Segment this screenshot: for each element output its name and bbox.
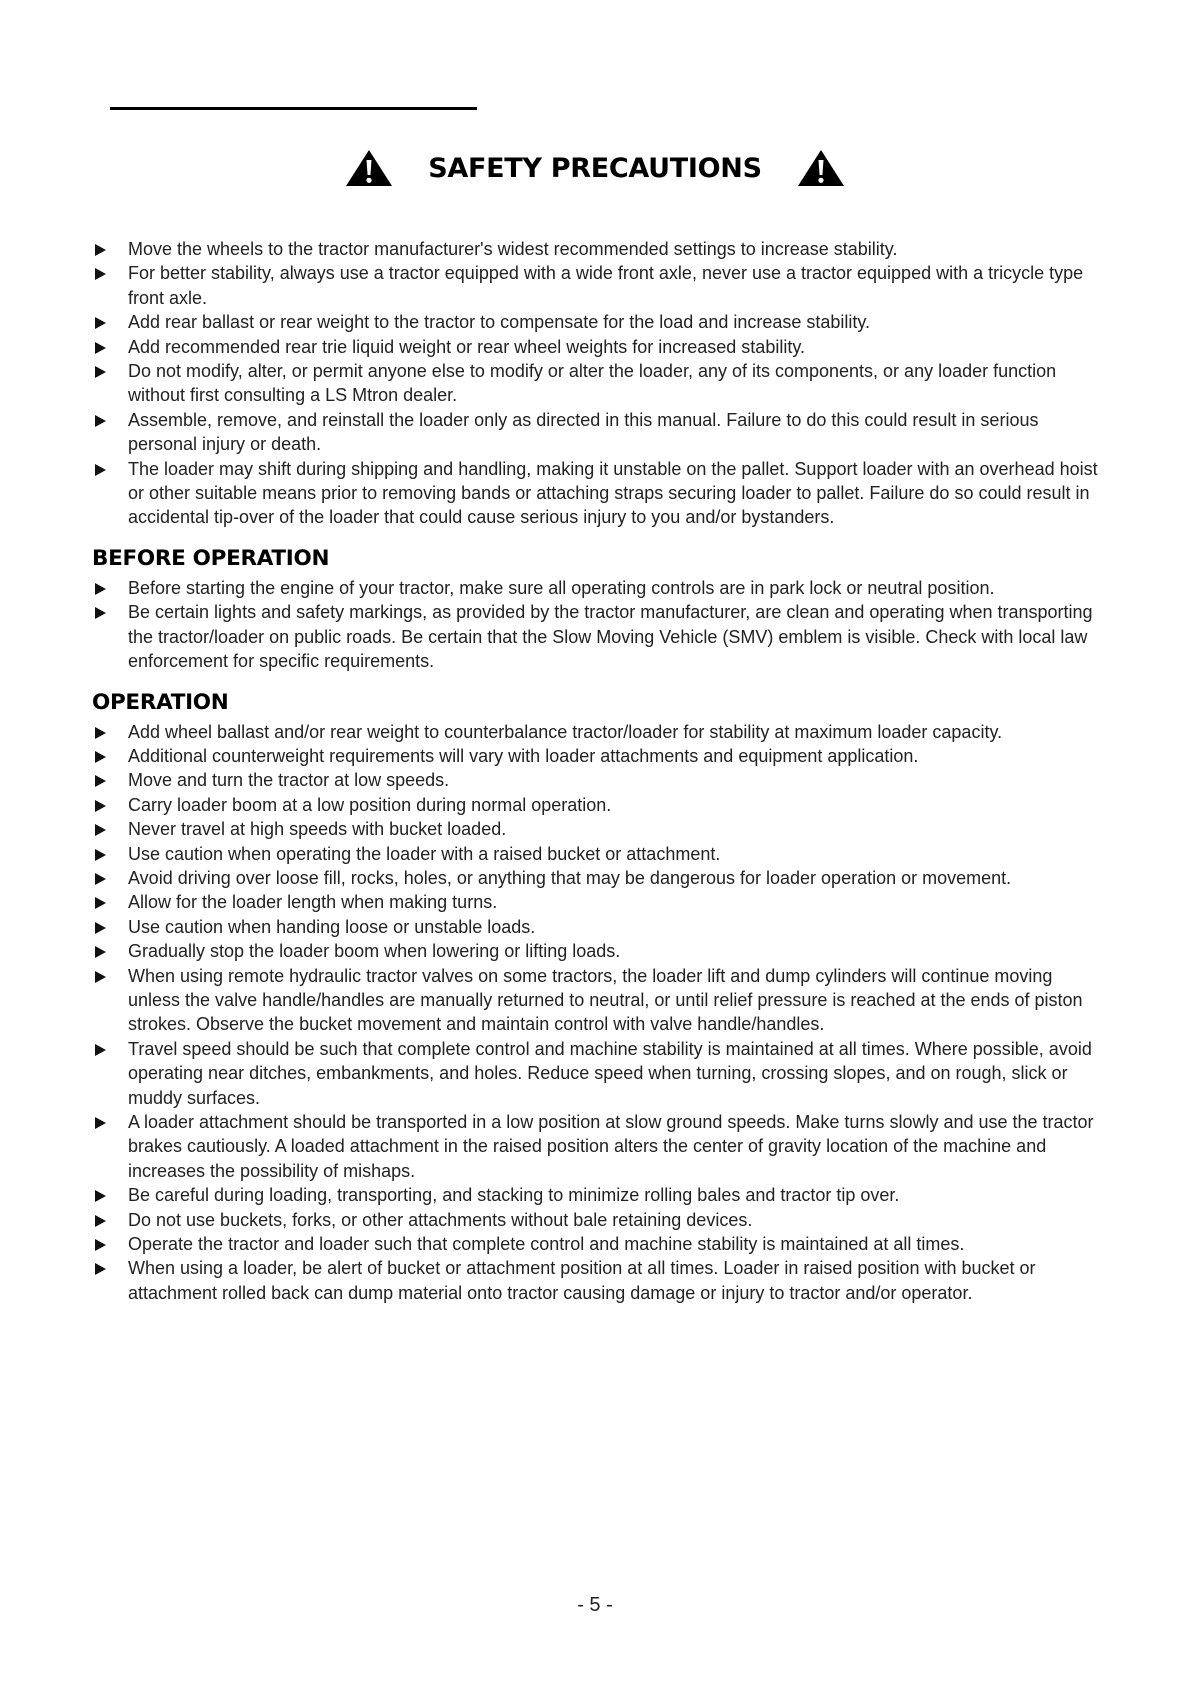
bullet-arrow-icon	[95, 922, 106, 934]
list-item	[92, 939, 1102, 963]
list-item	[92, 408, 1102, 457]
bullet-arrow-icon	[95, 415, 106, 427]
list-item	[92, 457, 1102, 530]
bullet-arrow-icon	[95, 464, 106, 476]
list-item	[92, 890, 1102, 914]
list-item	[92, 1256, 1102, 1305]
list-item-text: Do not modify, alter, or permit anyone else to modify or alter the loader, any of its components, or any loader function without first consulting a LS Mtron dealer.	[128, 361, 1057, 406]
list-item-text: Never travel at high speeds with bucket loaded.	[128, 819, 507, 840]
list-item-text: Use caution when handing loose or unstable loads.	[128, 916, 536, 937]
list-item	[92, 359, 1102, 408]
list-item-text: Be certain lights and safety markings, as provided by the tractor manufacturer, are clean and operating when transporting the tractor/loader on public roads. Be certain that the Slow Moving Vehicle (SMV) emblem is visible. Check with local law enforcement for specific requirements.	[128, 602, 1093, 672]
bullet-arrow-icon	[95, 800, 106, 812]
operation-list	[92, 720, 1102, 1306]
list-item-text: Carry loader boom at a low position during normal operation.	[128, 794, 612, 815]
list-item	[92, 1208, 1102, 1232]
bullet-arrow-icon	[95, 1239, 106, 1251]
list-item	[92, 310, 1102, 334]
list-item	[92, 793, 1102, 817]
list-item-text: When using remote hydraulic tractor valves on some tractors, the loader lift and dump cylinders will continue moving unless the valve handle/handles are manually returned to neutral, or until relief pressure is reached at the ends of piston strokes. Observe the bucket movement and maintain control with valve handle/handles.	[128, 965, 1083, 1035]
bullet-arrow-icon	[95, 971, 106, 983]
list-item-text: The loader may shift during shipping and handling, making it unstable on the pallet. Support loader with an overhead hoist or other suitable means prior to removing bands or attaching straps securing loader to pallet. Failure do so could result in accidental tip-over of the loader that could cause serious injury to you and/or bystanders.	[128, 458, 1098, 528]
main-content	[92, 237, 1102, 1305]
list-item	[92, 842, 1102, 866]
list-item-text: Move the wheels to the tractor manufacturer's widest recommended settings to increase stability.	[128, 239, 898, 259]
list-item	[92, 720, 1102, 744]
list-item	[92, 576, 1102, 600]
bullet-arrow-icon	[95, 873, 106, 885]
bullet-arrow-icon	[95, 824, 106, 836]
bullet-arrow-icon	[95, 366, 106, 378]
list-item-text: Travel speed should be such that complete control and machine stability is maintained at all times. Where possible, avoid operating near ditches, embankments, and holes. Reduce speed when turning, crossing slopes, and on rough, slick or muddy surfaces.	[128, 1038, 1092, 1108]
list-item	[92, 237, 1102, 261]
intro-list	[92, 237, 1102, 530]
list-item	[92, 817, 1102, 841]
list-item-text: A loader attachment should be transported in a low position at slow ground speeds. Make turns slowly and use the tractor brakes cautiously. A loaded attachment in the raised position alters the center of gravity location of the machine and increases the possibility of mishaps.	[128, 1112, 1094, 1181]
bullet-arrow-icon	[95, 1215, 106, 1227]
list-item-text: Assemble, remove, and reinstall the loader only as directed in this manual. Failure to do this could result in serious personal injury or death.	[128, 409, 1039, 455]
bullet-arrow-icon	[95, 849, 106, 861]
bullet-arrow-icon	[95, 946, 106, 958]
bullet-arrow-icon	[95, 1044, 106, 1056]
list-item	[92, 600, 1102, 673]
list-item-text: Additional counterweight requirements will vary with loader attachments and equipment application.	[128, 745, 919, 766]
warning-triangle-icon	[344, 148, 394, 188]
list-item	[92, 335, 1102, 359]
bullet-arrow-icon	[95, 583, 106, 595]
warning-triangle-icon	[796, 148, 846, 188]
bullet-arrow-icon	[95, 727, 106, 739]
list-item	[92, 744, 1102, 768]
list-item	[92, 768, 1102, 792]
list-item	[92, 964, 1102, 1037]
list-item	[92, 261, 1102, 310]
list-item-text: Do not use buckets, forks, or other attachments without bale retaining devices.	[128, 1209, 753, 1230]
list-item	[92, 915, 1102, 939]
before-operation-list	[92, 576, 1102, 674]
list-item-text: Avoid driving over loose fill, rocks, holes, or anything that may be dangerous for loader operation or movement.	[128, 867, 1012, 888]
bullet-arrow-icon	[95, 775, 106, 787]
section-heading-operation: OPERATION	[92, 689, 229, 715]
list-item-text: When using a loader, be alert of bucket or attachment position at all times. Loader in raised position with bucket or attachment rolled back can dump material onto tractor causing damage or injury to tractor and/or operator.	[128, 1258, 1036, 1303]
bullet-arrow-icon	[95, 1117, 106, 1129]
bullet-arrow-icon	[95, 342, 106, 354]
bullet-arrow-icon	[95, 317, 106, 329]
header-rule	[110, 107, 477, 110]
list-item-text: Use caution when operating the loader with a raised bucket or attachment.	[128, 843, 721, 864]
list-item-text: Before starting the engine of your tractor, make sure all operating controls are in park lock or neutral position.	[128, 577, 995, 598]
list-item	[92, 1232, 1102, 1256]
list-item-text: Be careful during loading, transporting, and stacking to minimize rolling bales and tractor tip over.	[128, 1185, 900, 1206]
list-item-text: Gradually stop the loader boom when lowering or lifting loads.	[128, 941, 621, 962]
list-item-text: Add recommended rear trie liquid weight or rear wheel weights for increased stability.	[128, 336, 805, 357]
bullet-arrow-icon	[95, 244, 106, 256]
page-title: SAFETY PRECAUTIONS	[428, 152, 762, 184]
bullet-arrow-icon	[95, 897, 106, 909]
list-item-text: Allow for the loader length when making turns.	[128, 892, 498, 913]
bullet-arrow-icon	[95, 268, 106, 280]
bullet-arrow-icon	[95, 607, 106, 619]
bullet-arrow-icon	[95, 1190, 106, 1202]
bullet-arrow-icon	[95, 751, 106, 763]
list-item	[92, 1183, 1102, 1207]
list-item-text: Move and turn the tractor at low speeds.	[128, 770, 450, 791]
list-item-text: For better stability, always use a tractor equipped with a wide front axle, never use a tractor equipped with a tricycle type front axle.	[128, 263, 1084, 308]
list-item	[92, 1110, 1102, 1183]
list-item	[92, 1037, 1102, 1110]
bullet-arrow-icon	[95, 1263, 106, 1275]
section-heading-before-operation: BEFORE OPERATION	[92, 545, 330, 571]
list-item	[92, 866, 1102, 890]
page-title-row	[0, 146, 1190, 190]
page-number: - 5 -	[577, 1594, 613, 1616]
list-item-text: Add rear ballast or rear weight to the tractor to compensate for the load and increase stability.	[128, 312, 871, 333]
list-item-text: Operate the tractor and loader such that complete control and machine stability is maintained at all times.	[128, 1234, 965, 1255]
list-item-text: Add wheel ballast and/or rear weight to counterbalance tractor/loader for stability at maximum loader capacity.	[128, 721, 1003, 742]
